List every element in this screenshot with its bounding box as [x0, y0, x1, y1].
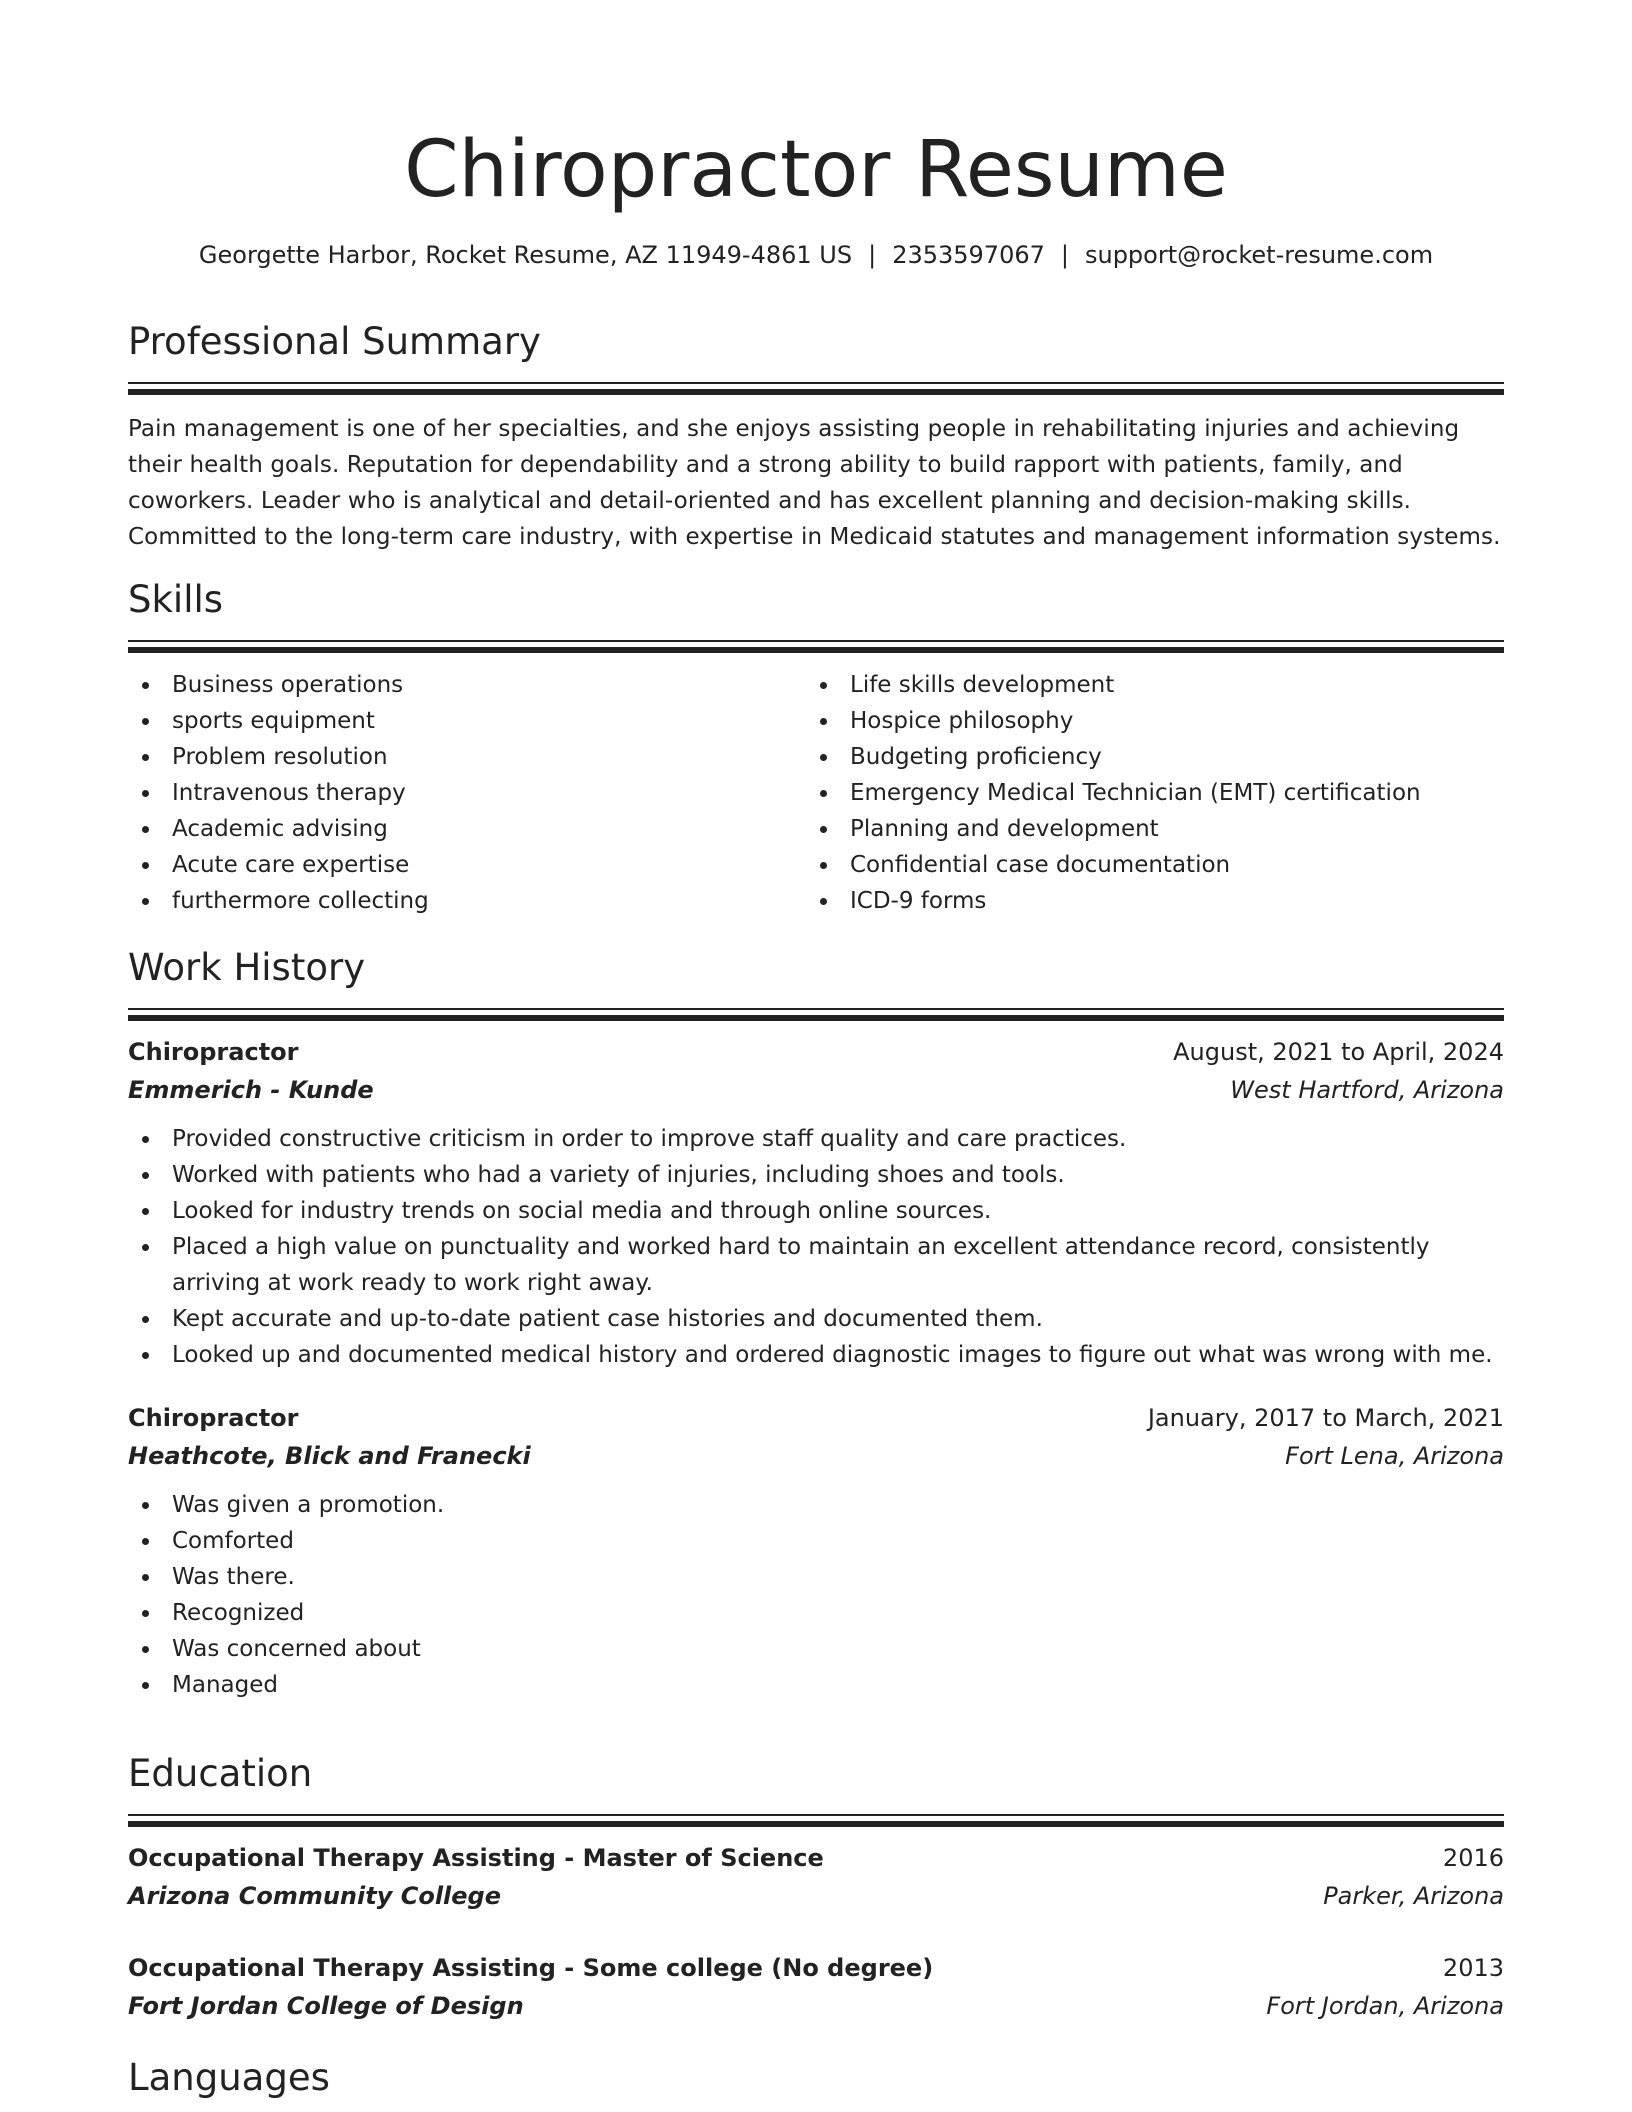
job-location: West Hartford, Arizona: [1230, 1076, 1504, 1104]
job-bullet: Recognized: [128, 1595, 1504, 1631]
education-degree: Occupational Therapy Assisting - Master of Science: [128, 1844, 824, 1872]
job-title: Chiropractor: [128, 1404, 299, 1432]
languages-heading: Languages: [128, 2056, 330, 2099]
section-divider: [128, 1814, 1504, 1816]
skills-list: [128, 667, 1504, 921]
job-bullets: [128, 1487, 1504, 1703]
job-company: Emmerich - Kunde: [128, 1076, 374, 1104]
contact-separator: |: [868, 241, 877, 269]
education-section: [128, 1750, 1504, 2025]
job-entry: [128, 1033, 1504, 1373]
education-year: 2013: [1442, 1954, 1504, 1982]
job-bullet: Was there.: [128, 1559, 1504, 1595]
section-divider-thick: [128, 389, 1504, 395]
education-school: Arizona Community College: [128, 1882, 502, 1910]
skill-item: furthermore collecting: [128, 883, 429, 919]
job-entry: [128, 1399, 1504, 1703]
skills-section: [128, 576, 1504, 921]
education-header-row: [128, 1839, 1504, 1877]
summary-section: [128, 318, 1504, 555]
section-divider: [128, 640, 1504, 642]
skills-heading: Skills: [128, 578, 224, 621]
education-location: Parker, Arizona: [1323, 1882, 1504, 1910]
section-divider-thick: [128, 1821, 1504, 1827]
education-school-row: [128, 1877, 1504, 1915]
skill-item: Confidential case documentation: [806, 847, 1421, 883]
education-location: Fort Jordan, Arizona: [1266, 1992, 1504, 2020]
skills-column-right: [806, 667, 1421, 919]
job-bullet: Placed a high value on punctuality and worked hard to maintain an excellent attendance record, consistently arriving at work ready to work right away.: [128, 1229, 1504, 1301]
job-bullet: Worked with patients who had a variety of injuries, including shoes and tools.: [128, 1157, 1504, 1193]
work-section: [128, 944, 1504, 1703]
job-bullet: Managed: [128, 1667, 1504, 1703]
languages-section: [128, 2054, 1504, 2102]
work-heading: Work History: [128, 946, 366, 989]
section-divider-thick: [128, 647, 1504, 653]
skill-item: Acute care expertise: [128, 847, 429, 883]
education-school-row: [128, 1987, 1504, 2025]
skill-item: Intravenous therapy: [128, 775, 429, 811]
job-bullet: Was concerned about: [128, 1631, 1504, 1667]
education-entry: [128, 1839, 1504, 1915]
education-entry: [128, 1949, 1504, 2025]
job-company-row: [128, 1071, 1504, 1109]
education-year: 2016: [1442, 1844, 1504, 1872]
summary-text: Pain management is one of her specialties, and she enjoys assisting people in rehabilitating injuries and achieving their health goals. Reputation for dependability and a strong ability to build rapport with patients, family, and coworkers. Leader who is analytical and detail-oriented and has excellent planning and decision-making skills. Committed to the long-term care industry, with expertise in Medicaid statutes and management information systems.: [128, 416, 1501, 550]
job-bullet: Kept accurate and up-to-date patient case histories and documented them.: [128, 1301, 1504, 1337]
skill-item: Academic advising: [128, 811, 429, 847]
job-title: Chiropractor: [128, 1038, 299, 1066]
skill-item: Problem resolution: [128, 739, 429, 775]
education-degree: Occupational Therapy Assisting - Some college (No degree): [128, 1954, 934, 1982]
skill-item: Budgeting proficiency: [806, 739, 1421, 775]
education-heading: Education: [128, 1752, 313, 1795]
job-company-row: [128, 1437, 1504, 1475]
education-school: Fort Jordan College of Design: [128, 1992, 524, 2020]
section-divider: [128, 1008, 1504, 1010]
skill-item: Planning and development: [806, 811, 1421, 847]
skill-item: Hospice philosophy: [806, 703, 1421, 739]
contact-address: Georgette Harbor, Rocket Resume, AZ 11949-4861 US: [198, 241, 853, 269]
skill-item: Business operations: [128, 667, 429, 703]
summary-heading: Professional Summary: [128, 320, 541, 363]
job-bullet: Was given a promotion.: [128, 1487, 1504, 1523]
skill-item: ICD-9 forms: [806, 883, 1421, 919]
section-divider-thick: [128, 1015, 1504, 1021]
job-bullet: Comforted: [128, 1523, 1504, 1559]
job-bullet: Provided constructive criticism in order to improve staff quality and care practices.: [128, 1121, 1504, 1157]
contact-phone: 2353597067: [892, 241, 1045, 269]
job-bullet: Looked for industry trends on social media and through online sources.: [128, 1193, 1504, 1229]
contact-email: support@rocket-resume.com: [1084, 241, 1434, 269]
job-bullet: Looked up and documented medical history and ordered diagnostic images to figure out what was wrong with me.: [128, 1337, 1504, 1373]
skills-column-left: [128, 667, 429, 919]
skill-item: Emergency Medical Technician (EMT) certification: [806, 775, 1421, 811]
job-bullets: [128, 1121, 1504, 1373]
skill-item: sports equipment: [128, 703, 429, 739]
education-header-row: [128, 1949, 1504, 1987]
job-header-row: [128, 1399, 1504, 1437]
job-company: Heathcote, Blick and Franecki: [128, 1442, 531, 1470]
contact-separator: |: [1060, 241, 1069, 269]
job-dates: August, 2021 to April, 2024: [1173, 1038, 1504, 1066]
job-dates: January, 2017 to March, 2021: [1147, 1404, 1504, 1432]
contact-line: [128, 238, 1504, 272]
job-header-row: [128, 1033, 1504, 1071]
section-divider: [128, 382, 1504, 384]
skill-item: Life skills development: [806, 667, 1421, 703]
page-title: Chiropractor Resume: [404, 125, 1228, 215]
job-location: Fort Lena, Arizona: [1285, 1442, 1504, 1470]
